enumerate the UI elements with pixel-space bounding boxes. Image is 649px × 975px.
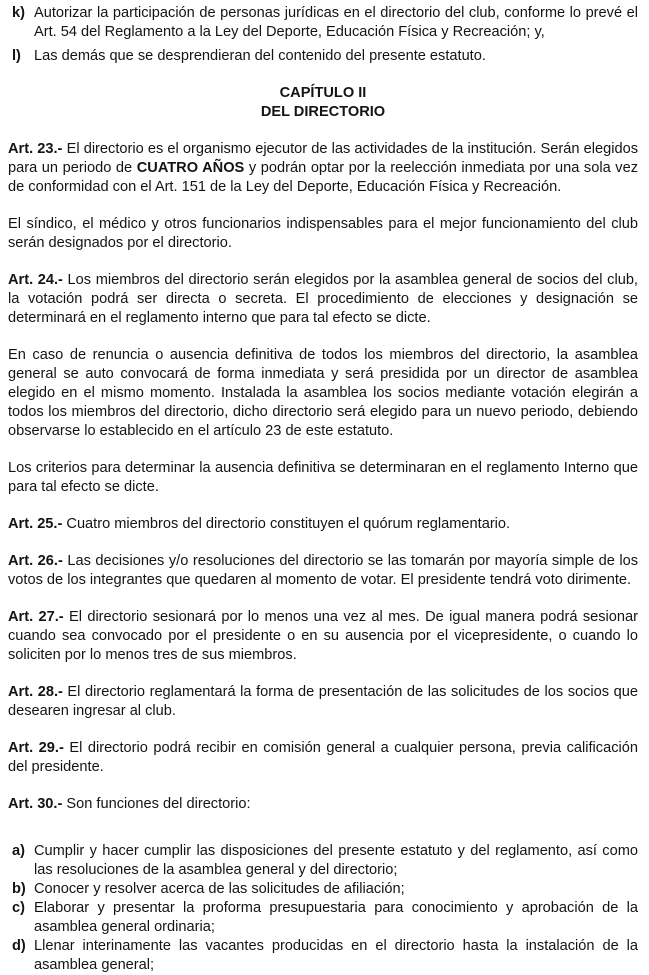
list-marker: a) xyxy=(12,843,25,859)
list-text: Cumplir y hacer cumplir las disposiciones del presente estatuto y del reglamento, así como las resoluciones de la asamblea general y del directorio; xyxy=(34,843,638,878)
list-marker: b) xyxy=(12,881,26,897)
article-label: Art. 25.- xyxy=(8,516,63,532)
article-label: Art. 26.- xyxy=(8,553,63,569)
list-marker: d) xyxy=(12,938,26,954)
article-28 xyxy=(8,683,638,721)
list-marker: l) xyxy=(12,48,21,64)
chapter-title: DEL DIRECTORIO xyxy=(260,104,386,120)
article-label: Art. 23.- xyxy=(8,141,63,157)
article-27 xyxy=(8,608,638,665)
chapter-number: CAPÍTULO II xyxy=(279,85,367,101)
paragraph-renuncia: En caso de renuncia o ausencia definitiva de todos los miembros del directorio, la asamblea general se auto convocará de forma inmediata y será presidida por un director de asamblea elegido en el mismo momento. Instalada la asamblea los socios mediante votación elegirán a todos los miembros del directorio, dicho directorio será elegido para un nuevo periodo, debiendo observarse lo establecido en el artículo 23 de este estatuto. xyxy=(8,347,638,439)
article-30 xyxy=(8,795,638,814)
article-text: Los miembros del directorio serán elegidos por la asamblea general de socios del club, la votación podrá ser directa o secreta. El procedimiento de elecciones y designación se determinará en el reglamento interno que para tal efecto se dicte. xyxy=(8,272,638,326)
list-text: Conocer y resolver acerca de las solicitudes de afiliación; xyxy=(34,881,405,897)
article-label: Art. 24.- xyxy=(8,272,63,288)
article-23 xyxy=(8,140,638,197)
document-page xyxy=(8,4,638,975)
article-text: El directorio es el organismo ejecutor de las actividades de la institución. Serán elegidos para un periodo de xyxy=(8,141,638,176)
list-item-a xyxy=(8,842,638,880)
list-item-l xyxy=(8,47,638,66)
article-label: Art. 29.- xyxy=(8,740,64,756)
article-text: El directorio sesionará por lo menos una vez al mes. De igual manera podrá sesionar cuando sea convocado por el presidente o en su ausencia por el vicepresidente, o cuando lo soliciten por lo menos tres de sus miembros. xyxy=(8,609,638,663)
list-item-c xyxy=(8,899,638,937)
list-text: Llenar interinamente las vacantes producidas en el directorio hasta la instalación de la asamblea general; xyxy=(34,938,638,973)
article-24 xyxy=(8,271,638,328)
article-text: El directorio reglamentará la forma de presentación de las solicitudes de los socios que desearen ingresar al club. xyxy=(8,684,638,719)
article-label: Art. 30.- xyxy=(8,796,63,812)
list-item-b xyxy=(8,880,638,899)
list-text: Elaborar y presentar la proforma presupuestaria para conocimiento y aprobación de la asamblea general ordinaria; xyxy=(34,900,638,935)
list-marker: k) xyxy=(12,5,25,21)
article-label: Art. 27.- xyxy=(8,609,64,625)
article-label: Art. 28.- xyxy=(8,684,63,700)
paragraph-criterios: Los criterios para determinar la ausencia definitiva se determinaran en el reglamento Interno que para tal efecto se dicte. xyxy=(8,460,638,495)
list-text: Las demás que se desprendieran del contenido del presente estatuto. xyxy=(34,48,486,64)
article-25 xyxy=(8,515,638,534)
paragraph-sindico: El síndico, el médico y otros funcionarios indispensables para el mejor funcionamiento del club serán designados por el directorio. xyxy=(8,216,638,251)
article-text: El directorio podrá recibir en comisión general a cualquier persona, previa calificación del presidente. xyxy=(8,740,638,775)
list-text: Autorizar la participación de personas jurídicas en el directorio del club, conforme lo prevé el Art. 54 del Reglamento a la Ley del Deporte, Educación Física y Recreación; y, xyxy=(34,5,638,40)
article-text: Las decisiones y/o resoluciones del directorio se las tomarán por mayoría simple de los votos de los integrantes que quedaren al momento de votar. El presidente tendrá voto dirimente. xyxy=(8,553,638,588)
term-emphasis: CUATRO AÑOS xyxy=(136,160,245,176)
article-text: Cuatro miembros del directorio constituyen el quórum reglamentario. xyxy=(62,516,511,532)
article-text: Son funciones del directorio: xyxy=(62,796,251,812)
article-29 xyxy=(8,739,638,777)
list-item-k xyxy=(8,4,638,42)
article-text: y podrán optar por la reelección inmediata por una sola vez de conformidad con el Art. 151 de la Ley del Deporte, Educación Física y Recreación. xyxy=(8,160,639,195)
list-marker: c) xyxy=(12,900,25,916)
article-26 xyxy=(8,552,638,590)
